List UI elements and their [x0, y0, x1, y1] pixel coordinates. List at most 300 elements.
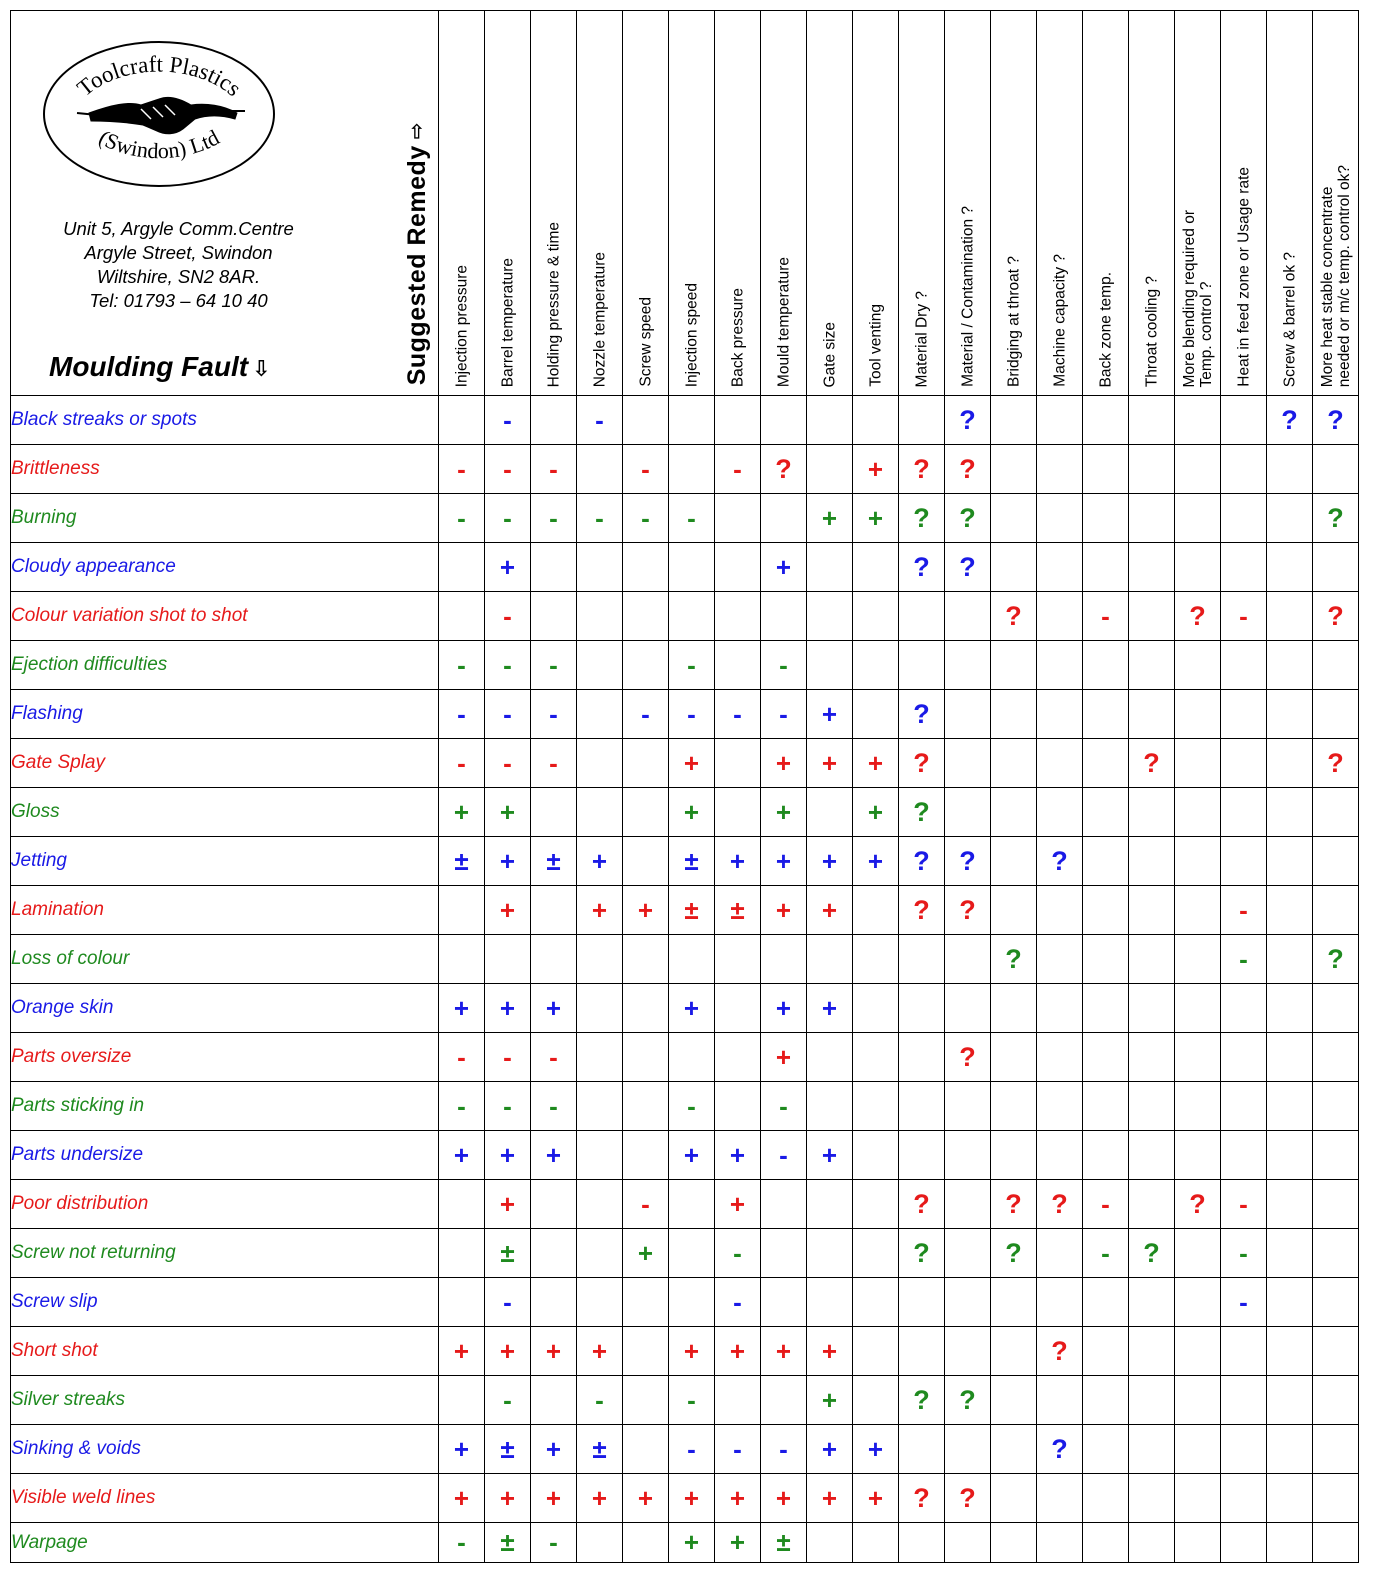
remedy-cell	[715, 592, 761, 641]
company-logo	[41, 39, 277, 189]
remedy-cell	[577, 1229, 623, 1278]
remedy-cell: ?	[1129, 1229, 1175, 1278]
remedy-cell: -	[761, 641, 807, 690]
remedy-cell	[1267, 984, 1313, 1033]
remedy-cell	[1313, 690, 1359, 739]
remedy-cell	[899, 1082, 945, 1131]
remedy-cell: +	[807, 1376, 853, 1425]
remedy-column-header	[1129, 11, 1175, 396]
remedy-cell: ?	[1313, 396, 1359, 445]
remedy-cell	[1129, 935, 1175, 984]
remedy-cell	[577, 788, 623, 837]
remedy-cell	[1083, 494, 1129, 543]
remedy-cell	[807, 445, 853, 494]
remedy-cell	[1129, 1327, 1175, 1376]
remedy-cell	[761, 494, 807, 543]
remedy-column-label: Heat in feed zone or Usage rate	[1235, 167, 1252, 387]
remedy-column-header	[991, 11, 1037, 396]
right-arrow-icon: ⇨	[406, 121, 428, 139]
remedy-column-header	[853, 11, 899, 396]
remedy-cell	[761, 1278, 807, 1327]
remedy-cell	[623, 1425, 669, 1474]
remedy-cell	[623, 1131, 669, 1180]
remedy-cell: +	[807, 984, 853, 1033]
fault-name: Short shot	[11, 1327, 439, 1376]
remedy-cell	[807, 641, 853, 690]
fault-name: Gate Splay	[11, 739, 439, 788]
remedy-cell	[899, 641, 945, 690]
remedy-cell	[1267, 788, 1313, 837]
remedy-cell: ?	[1313, 739, 1359, 788]
remedy-cell: -	[761, 690, 807, 739]
remedy-cell	[1313, 1425, 1359, 1474]
remedy-cell: +	[439, 984, 485, 1033]
remedy-cell: ?	[945, 1376, 991, 1425]
fault-name: Burning	[11, 494, 439, 543]
remedy-cell: ?	[899, 445, 945, 494]
remedy-cell: -	[1083, 1180, 1129, 1229]
remedy-cell	[1037, 641, 1083, 690]
remedy-cell	[1037, 445, 1083, 494]
remedy-cell: -	[485, 494, 531, 543]
remedy-cell	[1175, 396, 1221, 445]
remedy-cell	[1083, 445, 1129, 494]
fault-row	[11, 690, 1359, 739]
fault-chart	[10, 10, 1359, 1563]
moulding-fault-label: Moulding Fault	[49, 351, 249, 382]
remedy-cell: ?	[899, 1376, 945, 1425]
fault-remedy-table	[10, 10, 1359, 1563]
remedy-cell	[1175, 494, 1221, 543]
remedy-cell	[1175, 1278, 1221, 1327]
remedy-cell	[945, 1229, 991, 1278]
remedy-cell: ?	[899, 690, 945, 739]
remedy-cell	[1267, 494, 1313, 543]
address-line: Wiltshire, SN2 8AR.	[96, 266, 261, 287]
remedy-column-label: More blending required or Temp. control ?	[1180, 209, 1215, 387]
remedy-cell: -	[439, 1082, 485, 1131]
fault-row	[11, 1033, 1359, 1082]
remedy-cell	[623, 396, 669, 445]
remedy-cell: ?	[899, 1180, 945, 1229]
remedy-cell	[1221, 1425, 1267, 1474]
remedy-cell: ?	[1175, 1180, 1221, 1229]
remedy-cell: -	[1083, 592, 1129, 641]
remedy-cell	[761, 1180, 807, 1229]
fault-name: Screw slip	[11, 1278, 439, 1327]
remedy-cell	[1175, 543, 1221, 592]
remedy-cell: +	[485, 543, 531, 592]
remedy-cell: +	[853, 739, 899, 788]
remedy-cell	[1083, 1523, 1129, 1563]
remedy-column-header	[1221, 11, 1267, 396]
remedy-cell: -	[531, 641, 577, 690]
remedy-cell: +	[807, 1474, 853, 1523]
remedy-cell	[991, 1523, 1037, 1563]
remedy-cell	[853, 543, 899, 592]
remedy-cell	[853, 935, 899, 984]
remedy-cell	[945, 1082, 991, 1131]
remedy-cell: -	[439, 739, 485, 788]
remedy-cell	[1037, 1278, 1083, 1327]
phone-line: Tel: 01793 – 64 10 40	[89, 290, 268, 311]
remedy-cell	[1313, 1523, 1359, 1563]
remedy-cell: +	[485, 837, 531, 886]
remedy-cell	[1267, 445, 1313, 494]
remedy-cell	[1129, 690, 1175, 739]
remedy-cell	[577, 592, 623, 641]
remedy-cell	[1129, 1523, 1175, 1563]
remedy-cell: ?	[945, 445, 991, 494]
remedy-cell: -	[531, 690, 577, 739]
remedy-cell	[1267, 935, 1313, 984]
remedy-cell	[899, 1523, 945, 1563]
remedy-cell: -	[715, 1425, 761, 1474]
remedy-column-header	[899, 11, 945, 396]
remedy-column-label: More heat stable concentrate needed or m/c temp. control ok?	[1318, 164, 1353, 387]
remedy-cell: -	[669, 1376, 715, 1425]
remedy-cell: +	[761, 886, 807, 935]
remedy-cell	[945, 641, 991, 690]
remedy-cell: ±	[761, 1523, 807, 1563]
fault-name: Ejection difficulties	[11, 641, 439, 690]
remedy-cell: ?	[1267, 396, 1313, 445]
remedy-cell	[577, 1180, 623, 1229]
fault-name: Cloudy appearance	[11, 543, 439, 592]
remedy-cell	[1037, 1474, 1083, 1523]
remedy-cell	[1267, 1376, 1313, 1425]
remedy-cell: +	[485, 1327, 531, 1376]
fault-name: Silver streaks	[11, 1376, 439, 1425]
remedy-cell	[1267, 690, 1313, 739]
remedy-cell: -	[485, 396, 531, 445]
remedy-cell	[1313, 1327, 1359, 1376]
remedy-cell	[1221, 1474, 1267, 1523]
remedy-cell	[623, 837, 669, 886]
remedy-cell	[945, 690, 991, 739]
remedy-cell	[899, 396, 945, 445]
remedy-cell: -	[1221, 935, 1267, 984]
remedy-cell	[991, 543, 1037, 592]
remedy-cell	[853, 396, 899, 445]
remedy-cell: ?	[1313, 592, 1359, 641]
remedy-cell	[1129, 494, 1175, 543]
remedy-cell	[1313, 1474, 1359, 1523]
remedy-cell	[1037, 1131, 1083, 1180]
fault-name: Jetting	[11, 837, 439, 886]
moulding-fault-heading	[49, 351, 271, 383]
remedy-cell	[1037, 886, 1083, 935]
remedy-cell	[991, 690, 1037, 739]
remedy-cell	[991, 1082, 1037, 1131]
fault-name: Colour variation shot to shot	[11, 592, 439, 641]
remedy-cell: -	[669, 494, 715, 543]
remedy-cell	[1129, 984, 1175, 1033]
remedy-cell	[1267, 1131, 1313, 1180]
remedy-cell	[761, 935, 807, 984]
fault-row	[11, 935, 1359, 984]
remedy-cell: ?	[991, 1180, 1037, 1229]
fault-name: Poor distribution	[11, 1180, 439, 1229]
remedy-cell	[577, 1082, 623, 1131]
remedy-cell	[1129, 1425, 1175, 1474]
remedy-cell	[991, 1131, 1037, 1180]
remedy-cell: +	[715, 1131, 761, 1180]
remedy-cell	[1221, 396, 1267, 445]
remedy-column-header	[1313, 11, 1359, 396]
fault-row	[11, 739, 1359, 788]
remedy-cell	[715, 1082, 761, 1131]
remedy-cell: -	[623, 494, 669, 543]
remedy-cell	[1083, 1425, 1129, 1474]
remedy-cell: +	[669, 1523, 715, 1563]
remedy-cell: ?	[991, 1229, 1037, 1278]
remedy-cell: -	[485, 1082, 531, 1131]
remedy-cell	[1313, 788, 1359, 837]
remedy-cell	[623, 1033, 669, 1082]
remedy-cell	[1267, 1229, 1313, 1278]
remedy-cell: +	[485, 788, 531, 837]
remedy-cell: -	[485, 1376, 531, 1425]
remedy-cell	[1083, 788, 1129, 837]
remedy-cell	[807, 1229, 853, 1278]
handshake-icon	[77, 97, 245, 133]
remedy-cell: +	[439, 1474, 485, 1523]
remedy-cell	[1313, 837, 1359, 886]
remedy-cell	[853, 1229, 899, 1278]
remedy-cell: +	[669, 788, 715, 837]
remedy-cell	[485, 935, 531, 984]
fault-row	[11, 886, 1359, 935]
fault-row	[11, 445, 1359, 494]
remedy-cell	[439, 886, 485, 935]
remedy-cell	[853, 1523, 899, 1563]
remedy-cell	[1221, 1131, 1267, 1180]
remedy-cell: -	[669, 641, 715, 690]
remedy-cell	[761, 1376, 807, 1425]
fault-name: Screw not returning	[11, 1229, 439, 1278]
remedy-cell	[1267, 1180, 1313, 1229]
remedy-cell: +	[807, 1327, 853, 1376]
remedy-cell	[439, 1229, 485, 1278]
remedy-cell: +	[761, 543, 807, 592]
remedy-cell	[1129, 1131, 1175, 1180]
remedy-cell	[807, 1082, 853, 1131]
remedy-cell	[1037, 396, 1083, 445]
remedy-cell	[1267, 1082, 1313, 1131]
remedy-cell	[1129, 1033, 1175, 1082]
remedy-cell	[1267, 886, 1313, 935]
remedy-cell	[807, 788, 853, 837]
address-line: Argyle Street, Swindon	[84, 242, 273, 263]
remedy-cell	[1313, 1131, 1359, 1180]
remedy-cell	[1037, 1229, 1083, 1278]
remedy-cell	[531, 543, 577, 592]
remedy-cell	[945, 1523, 991, 1563]
remedy-cell: ?	[945, 1474, 991, 1523]
remedy-cell	[807, 1180, 853, 1229]
remedy-cell	[1175, 641, 1221, 690]
fault-name: Black streaks or spots	[11, 396, 439, 445]
remedy-cell: +	[531, 984, 577, 1033]
remedy-cell: -	[761, 1131, 807, 1180]
remedy-cell: -	[485, 445, 531, 494]
remedy-column-label: Screw speed	[637, 297, 654, 387]
remedy-cell	[899, 1425, 945, 1474]
remedy-cell: ?	[1313, 494, 1359, 543]
remedy-cell	[853, 1278, 899, 1327]
remedy-cell	[531, 1376, 577, 1425]
remedy-cell	[669, 592, 715, 641]
remedy-cell	[1267, 1278, 1313, 1327]
remedy-cell	[1037, 1033, 1083, 1082]
remedy-cell	[945, 592, 991, 641]
remedy-cell: ±	[485, 1229, 531, 1278]
remedy-column-label: Throat cooling ?	[1143, 275, 1160, 387]
fault-name: Warpage	[11, 1523, 439, 1563]
remedy-cell	[991, 1033, 1037, 1082]
remedy-cell: -	[485, 1278, 531, 1327]
remedy-cell: +	[761, 1327, 807, 1376]
remedy-cell: -	[531, 739, 577, 788]
remedy-cell: ?	[899, 788, 945, 837]
remedy-cell: +	[669, 739, 715, 788]
remedy-cell	[991, 1327, 1037, 1376]
remedy-cell	[669, 935, 715, 984]
remedy-cell: +	[807, 837, 853, 886]
remedy-cell: +	[761, 984, 807, 1033]
remedy-cell	[1175, 886, 1221, 935]
remedy-cell: -	[485, 1033, 531, 1082]
remedy-cell: ±	[531, 837, 577, 886]
remedy-cell: -	[1083, 1229, 1129, 1278]
remedy-cell	[1175, 1327, 1221, 1376]
remedy-cell: -	[485, 641, 531, 690]
remedy-column-header	[1083, 11, 1129, 396]
remedy-cell: +	[531, 1131, 577, 1180]
remedy-cell: -	[715, 445, 761, 494]
remedy-cell	[531, 935, 577, 984]
remedy-cell: ±	[669, 886, 715, 935]
remedy-cell	[1037, 543, 1083, 592]
fault-name: Parts sticking in	[11, 1082, 439, 1131]
remedy-cell	[439, 1376, 485, 1425]
remedy-cell	[1313, 984, 1359, 1033]
remedy-cell: +	[485, 1180, 531, 1229]
remedy-cell: +	[807, 690, 853, 739]
remedy-cell	[439, 592, 485, 641]
remedy-cell: -	[669, 690, 715, 739]
remedy-cell	[761, 396, 807, 445]
fault-row	[11, 494, 1359, 543]
remedy-cell: +	[577, 886, 623, 935]
remedy-cell	[531, 592, 577, 641]
remedy-cell: -	[577, 396, 623, 445]
remedy-cell	[1129, 592, 1175, 641]
suggested-remedy-label: Suggested Remedy	[403, 144, 431, 385]
remedy-cell: ?	[945, 494, 991, 543]
fault-name: Sinking & voids	[11, 1425, 439, 1474]
remedy-cell: -	[1221, 1278, 1267, 1327]
remedy-cell: +	[853, 1425, 899, 1474]
remedy-cell	[623, 1327, 669, 1376]
remedy-column-label: Material / Contamination ?	[959, 206, 976, 387]
remedy-cell: -	[439, 641, 485, 690]
remedy-cell	[1313, 1082, 1359, 1131]
remedy-column-label: Injection pressure	[453, 264, 470, 387]
remedy-cell: +	[853, 837, 899, 886]
fault-name: Loss of colour	[11, 935, 439, 984]
remedy-cell	[1129, 1278, 1175, 1327]
remedy-cell: ±	[669, 837, 715, 886]
remedy-cell	[853, 1376, 899, 1425]
remedy-cell	[1129, 1180, 1175, 1229]
remedy-cell	[1267, 739, 1313, 788]
remedy-cell	[1083, 1474, 1129, 1523]
remedy-cell	[807, 1278, 853, 1327]
fault-name: Lamination	[11, 886, 439, 935]
remedy-cell: +	[761, 739, 807, 788]
company-header-cell	[11, 11, 439, 396]
remedy-cell	[761, 592, 807, 641]
remedy-cell	[1037, 984, 1083, 1033]
remedy-cell: +	[531, 1327, 577, 1376]
remedy-cell	[1313, 1229, 1359, 1278]
remedy-cell	[1037, 935, 1083, 984]
remedy-cell	[577, 1033, 623, 1082]
remedy-column-label: Injection speed	[683, 282, 700, 387]
remedy-cell: -	[531, 1082, 577, 1131]
remedy-cell	[577, 935, 623, 984]
remedy-cell	[1129, 1376, 1175, 1425]
remedy-cell: ?	[761, 445, 807, 494]
remedy-cell	[991, 1425, 1037, 1474]
remedy-cell: -	[439, 690, 485, 739]
remedy-cell	[945, 935, 991, 984]
remedy-cell	[715, 543, 761, 592]
remedy-cell	[991, 494, 1037, 543]
remedy-cell: ?	[991, 935, 1037, 984]
remedy-cell	[1267, 543, 1313, 592]
remedy-cell: -	[485, 739, 531, 788]
remedy-cell: +	[807, 739, 853, 788]
remedy-cell: -	[531, 1523, 577, 1563]
remedy-cell	[1083, 837, 1129, 886]
remedy-cell	[761, 1229, 807, 1278]
logo-top-text: Toolcraft Plastics	[72, 51, 246, 102]
remedy-cell: ?	[899, 1229, 945, 1278]
remedy-cell	[1129, 543, 1175, 592]
remedy-cell	[807, 935, 853, 984]
remedy-cell	[577, 984, 623, 1033]
remedy-cell	[991, 445, 1037, 494]
remedy-cell	[991, 1376, 1037, 1425]
remedy-cell	[1083, 739, 1129, 788]
remedy-cell	[945, 1278, 991, 1327]
remedy-column-label: Nozzle temperature	[591, 251, 608, 387]
remedy-column-label: Bridging at throat ?	[1005, 256, 1022, 387]
remedy-cell	[1083, 1082, 1129, 1131]
remedy-cell	[945, 739, 991, 788]
remedy-cell: -	[439, 1033, 485, 1082]
remedy-cell	[715, 739, 761, 788]
remedy-cell	[807, 1523, 853, 1563]
remedy-cell: +	[715, 1523, 761, 1563]
remedy-cell	[1083, 1131, 1129, 1180]
remedy-cell: +	[715, 1474, 761, 1523]
remedy-cell: -	[761, 1082, 807, 1131]
fault-row	[11, 1278, 1359, 1327]
